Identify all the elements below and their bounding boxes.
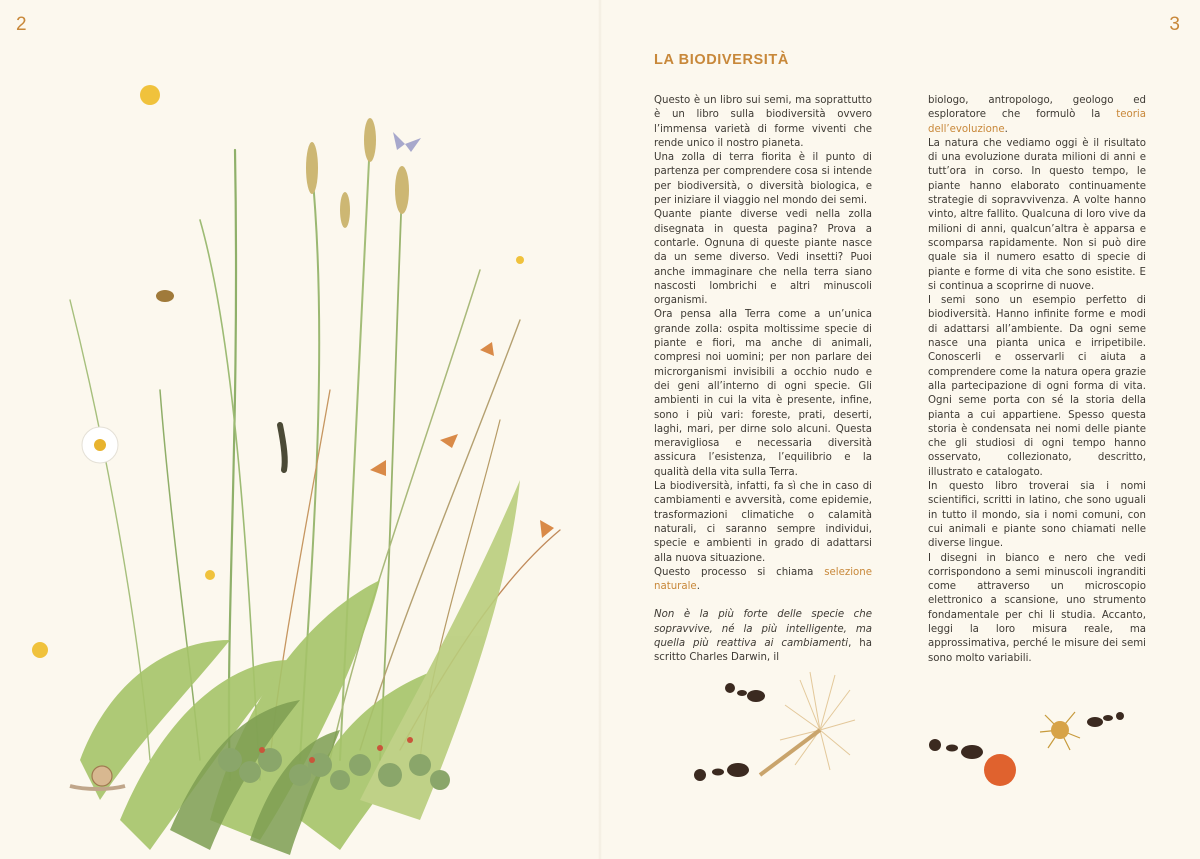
daisy-flower	[82, 427, 118, 463]
paragraph: Una zolla di terra fiorita è il punto di partenza per comprendere cosa si intende per biodiversità, o diversità biologica, e per iniziare il viaggio nel mondo dei semi.	[654, 152, 872, 207]
page-number-right: 3	[1169, 14, 1180, 35]
paragraph-text: Questo processo si chiama	[654, 566, 825, 578]
ant-icon	[929, 739, 983, 759]
glossary-term-selezione-naturale: selezione naturale	[654, 566, 872, 593]
paragraph: La biodiversità, infatti, fa sì che in caso di cambiamenti e avversità, come epidemie, trasformazioni climatiche o calamità naturali, ci saranno sempre individui, specie e ambienti in grado di adattarsi alla nuova situazione.	[654, 481, 872, 564]
paragraph: In questo libro troverai sia i nomi scientifici, scritti in latino, che sono uguali in tutto il mondo, sia i nomi comuni, con cui animali e piante sono chiamati nelle diverse lingue.	[928, 481, 1146, 550]
paragraph-text: .	[1004, 123, 1008, 135]
page-title: LA BIODIVERSITÀ	[654, 52, 789, 68]
paragraph	[654, 566, 872, 595]
berry-seed-icon	[984, 754, 1016, 786]
butterfly-icon	[393, 132, 421, 152]
paragraph: La natura che vediamo oggi è il risultato di una evoluzione durata milioni di anni e tutt’ora in corso. In questo tempo, le piante hanno elaborato continuamente strategie di sopravvivenza. A volte hanno vinto, altre fallito. Qualcuna di loro vive da milioni di anni, qualcun’altra è apparsa e scomparsa rapidamente. Non si può dire quale sia il numero esatto di specie di piante e forme di vita che sono esistite. E si continua a scoprirne di nuove.	[928, 137, 1146, 292]
page-number-left: 2	[16, 14, 27, 35]
caterpillar-icon	[280, 425, 285, 470]
ant-icon	[725, 683, 765, 702]
darwin-quote: Non è la più forte delle specie che sopravvive, né la più intelligente, ma quella più reattiva ai cambiamenti	[654, 609, 872, 649]
fluffy-seed-icon	[780, 672, 855, 770]
darwin-quote-paragraph	[654, 608, 872, 665]
glossary-term-teoria-evoluzione: teoria dell’evoluzione	[928, 109, 1146, 135]
paragraph: Quante piante diverse vedi nella zolla disegnata in questa pagina? Prova a contarle. Ognuna di queste piante nasce da un seme diverso. Vedi insetti? Puoi anche immaginare che nella terra siano nascosti lombrichi e altri minuscoli organismi.	[654, 209, 872, 307]
bee-icon	[156, 290, 174, 302]
paragraph	[928, 94, 1146, 137]
ant-icon	[694, 763, 749, 781]
meadow-clump-illustration	[0, 60, 600, 859]
ants-and-seeds-illustration	[650, 660, 1190, 830]
paragraph-text: .	[696, 581, 700, 593]
paragraph: Questo è un libro sui semi, ma soprattutto è un libro sulla biodiversità ovvero l’immensa varietà di forme viventi che rende unico il nostro pianeta.	[654, 95, 872, 149]
text-column-2	[928, 94, 1146, 666]
paragraph: I disegni in bianco e nero che vedi corrispondono a semi minuscoli ingranditi come attraverso un microscopio elettronico a scansione, uno strumento fondamentale per chi li studia. Accanto, leggi la loro misura reale, ma approssimativa, perché le misure dei semi sono molto variabili.	[928, 552, 1146, 664]
quote-attribution: , ha scritto Charles Darwin, il	[654, 637, 872, 664]
paragraph-text: biologo, antropologo, geologo ed esploratore che formulò la	[928, 95, 1146, 121]
ant-icon	[1087, 712, 1124, 727]
paragraph: Ora pensa alla Terra come a un’unica grande zolla: ospita moltissime specie di piante e fiori, ma anche di animali, compresi noi uomini; per non parlare dei microrganismi invisibili a occhio nudo e dei geni all’interno di ogni specie. Gli ambienti in cui la vita è presente, infine, sono i più vari: foreste, prati, deserti, laghi, mari, per dirne solo alcuni. Questa meravigliosa e necessaria diversità assicura l’esistenza, l’equilibrio e la qualità della vita sulla Terra.	[654, 309, 872, 478]
text-column-1	[654, 94, 872, 666]
paragraph: I semi sono un esempio perfetto di biodiversità. Hanno infinite forme e modi di adattarsi all’ambiente. Da ogni seme nasce una pianta unica e irripetibile. Conoscerli e osservarli ci aiuta a comprendere come la natura opera grazie alla partecipazione di ogni forma di vita. Ogni seme porta con sé la storia della pianta a cui appartiene. Spesso questa storia è condensata nei nomi delle piante che gli studiosi di ogni tempo hanno osservato, collezionato, descritto, illustrato e catalogato.	[928, 295, 1146, 478]
